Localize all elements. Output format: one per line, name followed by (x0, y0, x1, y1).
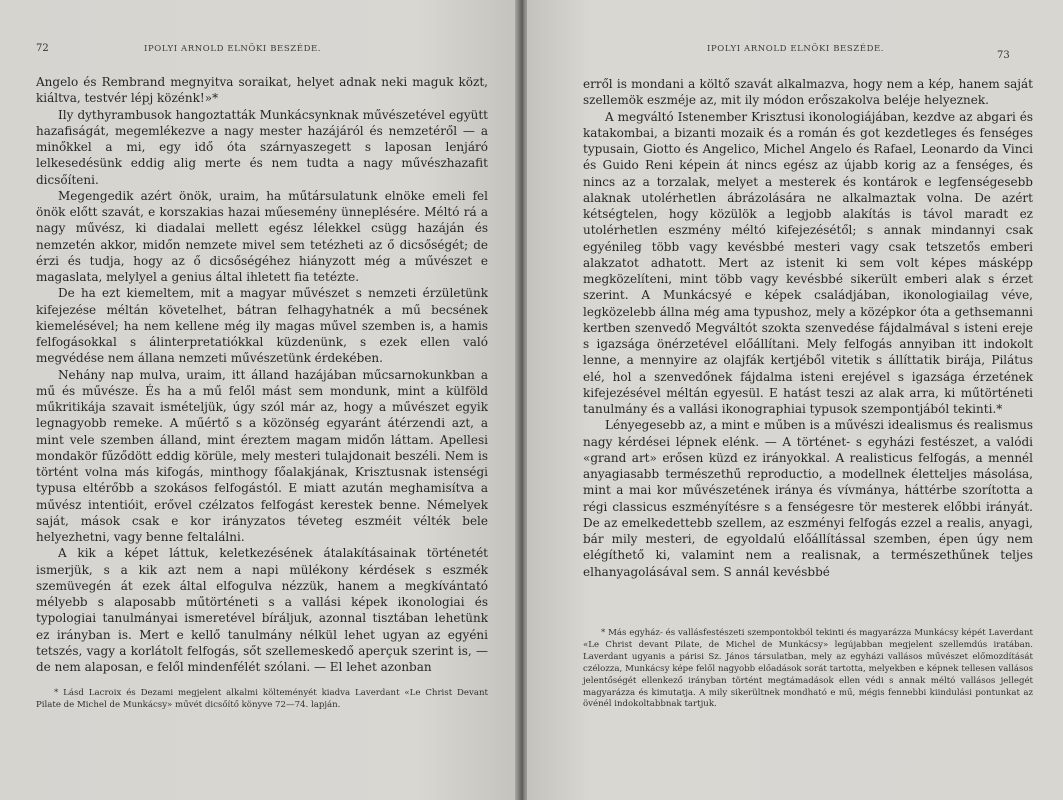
paragraph: Angelo és Rembrand megnyitva soraikat, helyet adnak neki maguk közt, kiáltva, testvér lépj közénk!»* (36, 75, 488, 106)
page-number: 73 (997, 50, 1010, 61)
left-page (0, 0, 520, 800)
paragraph: De ha ezt kiemeltem, mit a magyar művészet s nemzeti érzületünk kifejezése méltán követelhet, bátran felhagyhatnék a mű becsének kiemelésével; ha nem kellene még ily magas művel szemben is, a hamis felfogásokkal s álinterpretatiókkal küzdenünk, s ezek ellen való megvédése nem állana nemzeti művészetünk érdekében. (36, 286, 488, 366)
footnote: * Lásd Lacroix és Dezami megjelent alkalmi költeményét kiadva Laverdant «Le Christ Devant Pilate de Michel de Munkácsy» művét dicsőítő könyve 72—74. lapján. (36, 688, 488, 710)
paragraph: erről is mondani a költő szavát alkalmazva, hogy nem a kép, hanem saját szellemök eszméje az, mit ily módon erőszakolva beléje helyeznek. (583, 77, 1033, 108)
paragraph: A megváltó Istenember Krisztusi ikonologiájában, kezdve az abgari és katakombai, a bizanti mozaik és a román és got kezdetleges és fenséges typusain, Giotto és Angelico, Michel Angelo és Rafael, Leonardo da Vinci és Guido Reni képein át nincs egész az újabb korig az a fenséges, és nincs az a torzalak, melyet a mesterek és kontárok e legfenségesebb alaknak utolérhetlen ábrázolására ne alkalmaztak volna. De azért kétségtelen, hogy közülök a legjobb alakítás is távol maradt ez utolérhetlen eszmény méltó kifejezésétől; s annak mindannyi csak egyénileg több vagy kevésbbé mesteri vagy csak tetszetős emberi alakzatot adhatott. Mert az istenit ki sem volt képes másképp megközelíteni, mint több vagy kevésbbé sikerült emberi alak s érzet szerint. A Munkácsyé e képek családjában, ikonologiailag véve, legközelebb állna még ama typushoz, mely a középkor óta a gethsemanni kertben szenvedő Megváltót szokta szenvedése fájdalmával s isteni ereje s igazsága önérzetével előállítani. Mely felfogás annyiban itt indokolt lenne, a mennyire az olajfák kertjéből vitetik s állíttatik birája, Pilátus elé, hol a szenvedőnek fájdalma isteni erejével s igazsága érzetének kifejezésével méltán egyesül. E hatást teszi az alak arra, ki műtörténeti tanulmány és a vallási ikonographiai typusok szempontjából tekinti.* (583, 109, 1033, 416)
running-head: IPOLYI ARNOLD ELNÖKI BESZÉDE. (144, 44, 322, 54)
running-head: IPOLYI ARNOLD ELNÖKI BESZÉDE. (707, 44, 885, 54)
paragraph: Nehány nap mulva, uraim, itt álland hazájában műcsarnokunkban a mű és művésze. És ha a mű felől mást sem mondunk, mint a külföld műkritikája szavait ismételjük, úgy szól már az, hogy a művészet egyik legnagyobb remeke. A műértő s a közönség egyaránt átérzendi azt, a mint vele szemben álland, mint éreztem magam midőn láttam. Apellesi mondakör fűződött eddig körüle, mely mesteri tulajdonait beszéli. Nem is történt volna más kifogás, minthogy főalakjának, Krisztusnak istenségi typusa eltérőbb a szokásos felfogástól. E miatt azután meghamisítva a művész intentióit, erővel czélzatos felfogást kerestek benne. Némelyek saját, mások csak e kor irányzatos téveteg eszméit vélték bele helyezhetni, vagy benne feltalálni. (36, 367, 488, 544)
paragraph: Lényegesebb az, a mint e műben is a művészi idealismus és realismus nagy kérdései lépnek elénk. — A történet- s egyházi festészet, a valódi «grand art» erősen küzd ez irányokkal. A realisticus felfogás, a mennél anyagiasabb természethű reproductio, a modellnek életteljes másolása, mint a mai kor művészetének iránya és vívmánya, háttérbe szorította a régi classicus eszményítésre s a fenségesre tör mesterek előbbi irányát. De az emelkedettebb szellem, az eszményi felfogás ezzel a realis, anyagi, bár mily mesteri, de egyoldalú előállítással szemben, épen úgy nem elégíthető ki, valamint nem a realisnak, a természethűnek teljes elhanyagolásával sem. S annál kevésbbé (583, 418, 1033, 579)
paragraph: A kik a képet láttuk, keletkezésének átalakításainak történetét ismerjük, s a kik azt nem a napi mülékony kérdések s eszmék szemüvegén át ezek által elfogulva nézzük, hanem a megkívántató mélyebb s alaposabb műtörténeti s a vallási képek ikonologiai és typologiai tanulmányai ismeretével bíráljuk, azonnal tisztában lehetünk ez irányban is. Mert e kellő tanulmány nélkül lehet ugyan az egyéni tetszés, vagy a korlátolt felfogás, sőt szellemeskedő aperçuk szerint is, — de nem alaposan, e felől mindenfélét szólani. — El lehet azonban (36, 546, 488, 674)
paragraph: Megengedik azért önök, uraim, ha műtársulatunk elnöke emeli fel önök előtt szavát, e korszakias hazai műesemény ünneplésére. Méltó rá a nagy művész, ki diadalai mellett egész lélekkel csügg hazáján és nemzetén akkor, midőn nemzete mivel sem tetézheti az ő dicsőségét; de érzi és tudja, hogy az ő dicsőségéhez hiányzott még a művészet e magaslata, melylyel a genius által ihletett fia tetézte. (36, 188, 488, 284)
footnote: * Más egyház- és vallásfestészeti szempontokból tekinti és magyarázza Munkácsy képét Laverdant «Le Christ devant Pilate, de Michel de Munkácsy» legújabban megjelent szellemdús iratában. Laverdant ugyanis a párisi Sz. János társulatban, mely az egyházi vallásos művészet előmozdítását czélozza, Munkácsy képe felől nagyobb előadások sorát tartotta, melyekben e képnek tellesen vallásos jelentőségét ellenkező irányban történt megtámadások ellen védi s annak méltó vallásos jellegét magyarázza és kimutatja. A mily sikerültnek mondható e mű, mégis fennebbi kiindulási pontunkat az övénél indokoltabbnak tartjuk. (583, 628, 1033, 710)
right-page-body (583, 76, 1033, 580)
right-page (527, 0, 1063, 800)
page-number: 72 (36, 43, 49, 54)
left-page-body (36, 74, 488, 675)
paragraph: Ily dythyrambusok hangoztatták Munkácsynknak művészetével együtt hazafiságát, megemlékezve a nagy mester hazájáról és nemzetéről — a minőkkel a mi, egy idő óta szárnyaszegett s laposan lenjáró lelkesedésünk eddig alig merte és nem tudta a nagy művészhazafit dicsőíteni. (36, 107, 488, 187)
